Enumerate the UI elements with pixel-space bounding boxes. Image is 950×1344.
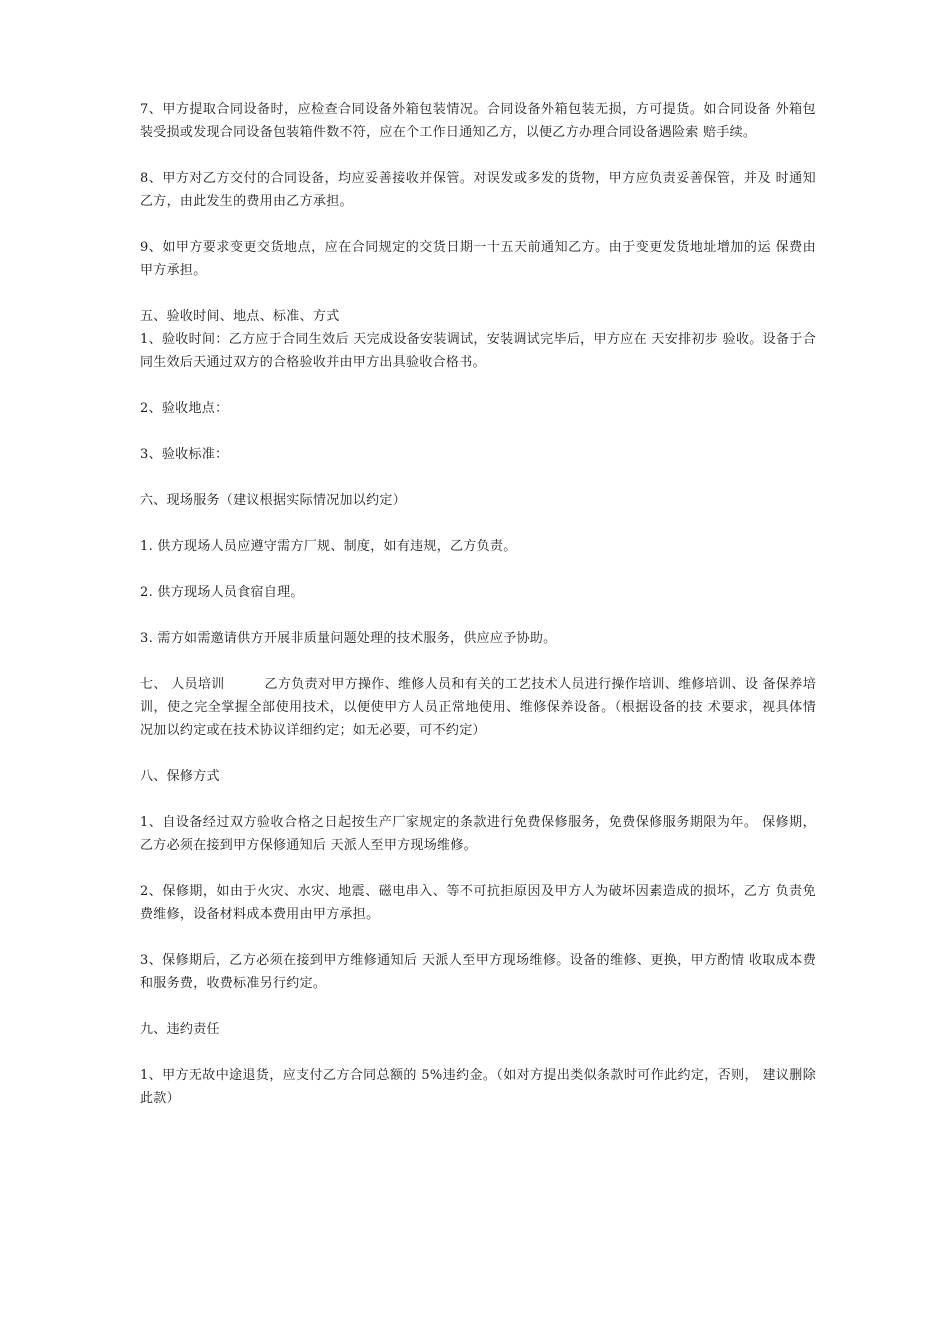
section-8-item-1: 1、自设备经过双方验收合格之日起按生产厂家规定的条款进行免费保修服务，免费保修服务期限为年。 保修期，乙方必须在接到甲方保修通知后 天派人至甲方现场维修。 (140, 815, 816, 853)
clause-7: 7、甲方提取合同设备时，应检查合同设备外箱包装情况。合同设备外箱包装无损，方可提货。如合同设备 外箱包装受损或发现合同设备包装箱件数不符，应在个工作日通知乙方，以便乙方办理合同设备遇险索 赔手续。 (140, 102, 816, 140)
section-5-item-2: 2、验收地点： (140, 401, 229, 416)
section-9-item-1: 1、甲方无故中途退货，应支付乙方合同总额的 5%违约金。（如对方提出类似条款时可作此约定，否则， 建议删除此款） (140, 1068, 816, 1106)
section-6-item-2: 2. 供方现场人员食宿自理。 (140, 585, 304, 600)
section-8-item-3: 3、保修期后，乙方必须在接到甲方维修通知后 天派人至甲方现场维修。设备的维修、更换，甲方酌情 收取成本费和服务费，收费标准另行约定。 (140, 953, 816, 991)
section-6-item-1: 1. 供方现场人员应遵守需方厂规、制度，如有违规，乙方负责。 (140, 539, 517, 554)
section-6-item-3: 3. 需方如需邀请供方开展非质量问题处理的技术服务，供应应予协助。 (140, 631, 557, 646)
document-body (140, 98, 816, 1110)
clause-9: 9、如甲方要求变更交货地点，应在合同规定的交货日期一十五天前通知乙方。由于变更发货地址增加的运 保费由甲方承担。 (140, 240, 816, 278)
section-7-paragraph: 七、 人员培训 乙方负责对甲方操作、维修人员和有关的工艺技术人员进行操作培训、维修培训、设 备保养培训，使之完全掌握全部使用技术，以便使甲方人员正常地使用、维修保养设备。（根据设备的技 术要求，视具体情况加以约定或在技术协议详细约定；如无必要，可不约定） (140, 677, 816, 738)
section-5-item-1: 1、验收时间：乙方应于合同生效后 天完成设备安装调试，安装调试完毕后，甲方应在 天安排初步 验收。设备于合同生效后天通过双方的合格验收并由甲方出具验收合格书。 (140, 332, 816, 370)
section-9-heading: 九、违约责任 (140, 1022, 220, 1037)
section-8-item-2: 2、保修期，如由于火灾、水灾、地震、磁电串入、等不可抗拒原因及甲方人为破坏因素造成的损坏，乙方 负责免费维修，设备材料成本费用由甲方承担。 (140, 884, 816, 922)
section-8-heading: 八、保修方式 (140, 769, 220, 784)
section-5-heading: 五、验收时间、地点、标准、方式 (140, 309, 340, 324)
section-5-item-3: 3、验收标准： (140, 447, 229, 462)
section-6-heading: 六、现场服务（建议根据实际情况加以约定） (140, 493, 407, 508)
clause-8: 8、甲方对乙方交付的合同设备，均应妥善接收并保管。对误发或多发的货物，甲方应负责妥善保管，并及 时通知乙方，由此发生的费用由乙方承担。 (140, 171, 816, 209)
